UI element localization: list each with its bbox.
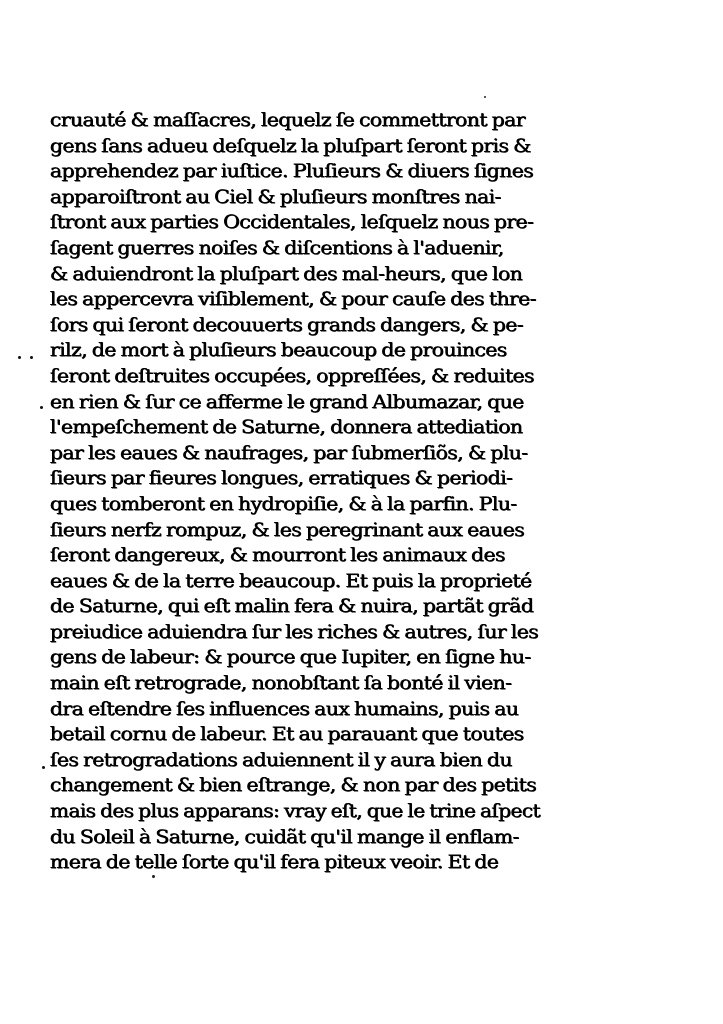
text-line: ſieurs nerfz rompuz, & les peregrinant aux eaues [50, 518, 525, 541]
margin-mark [18, 356, 21, 359]
text-line: changement & bien eſtrange, & non par des petits [50, 774, 537, 797]
text-line: apprehendez par iuſtice. Pluſieurs & diuers ſignes [50, 160, 534, 183]
body-text [50, 108, 540, 876]
text-line: mera de telle ſorte qu'il fera piteux veoir. Et de [50, 851, 499, 874]
text-line: eaues & de la terre beaucoup. Et puis la proprieté [50, 569, 532, 592]
text-line: l'empeſchement de Saturne, donnera attediation [50, 416, 523, 439]
text-line: en rien & ſur ce afferme le grand Albumazar, que [50, 390, 524, 413]
text-line: ſtront aux parties Occidentales, leſquelz nous pre- [50, 211, 534, 234]
margin-mark [40, 406, 43, 409]
text-line: ſagent guerres noiſes & diſcentions à l'aduenir, [50, 236, 504, 259]
text-line: du Soleil à Saturne, cuidãt qu'il mange il enflam- [50, 825, 519, 848]
text-line: ſeront deſtruites occupées, oppreſſées, & reduites [50, 364, 535, 387]
scan-speck [484, 96, 486, 98]
text-line: betail cornu de labeur. Et au parauant que toutes [50, 723, 524, 746]
text-line: & aduiendront la pluſpart des mal-heurs, que lon [50, 262, 523, 285]
text-line: mais des plus apparans: vray eſt, que le trine aſpect [50, 800, 541, 823]
text-line: ſors qui ſeront decouuerts grands dangers, & pe- [50, 313, 524, 336]
text-line: les appercevra viſiblement, & pour cauſe des thre- [50, 288, 537, 311]
scan-speck [152, 875, 155, 878]
text-line: ſeront dangereux, & mourront les animaux des [50, 544, 505, 567]
text-line: de Saturne, qui eſt malin fera & nuira, partãt grãd [50, 595, 534, 618]
text-line: apparoiſtront au Ciel & pluſieurs monſtres nai- [50, 185, 501, 208]
text-line: ſes retrogradations aduiennent il y aura bien du [50, 748, 513, 771]
text-line: gens ſans adueu deſquelz la pluſpart ſeront pris & [50, 134, 531, 157]
text-line: dra eſtendre ſes influences aux humains, puis au [50, 697, 519, 720]
text-line: preiudice aduiendra ſur les riches & autres, ſur les [50, 620, 539, 643]
text-line: gens de labeur: & pource que Iupiter, en ſigne hu- [50, 646, 531, 669]
text-line: ſieurs par fieures longues, erratiques & periodi- [50, 467, 513, 490]
text-line: cruauté & maſſacres, lequelz ſe commettront par [50, 109, 525, 131]
text-line: rilz, de mort à pluſieurs beaucoup de prouinces [50, 339, 507, 362]
margin-mark [42, 766, 45, 769]
text-line: ques tomberont en hydropiſie, & à la parfin. Plu- [50, 492, 517, 515]
text-line: par les eaues & naufrages, par ſubmerſiõs, & plu- [50, 441, 528, 464]
margin-mark [30, 356, 33, 359]
text-line: main eſt retrograde, nonobſtant ſa bonté il vien- [50, 672, 512, 695]
